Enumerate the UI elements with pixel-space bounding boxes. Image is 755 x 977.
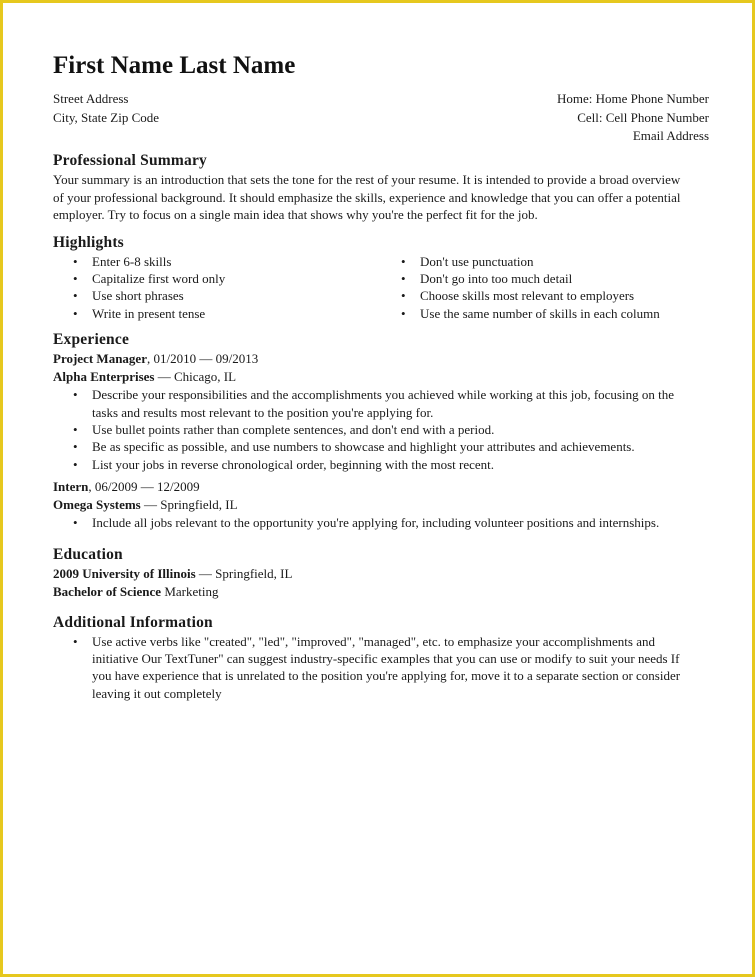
summary-line: of your professional background. It should emphasize the skills, experience and knowledge that you can offer a potential	[53, 189, 681, 205]
bullet-icon: •	[401, 270, 406, 286]
address-block	[53, 90, 159, 127]
summary-text	[53, 171, 709, 224]
candidate-name: First Name Last Name	[53, 52, 296, 79]
bullet-icon: •	[73, 633, 78, 649]
job-bullets	[53, 386, 709, 473]
list-item: • Choose skills most relevant to employers	[401, 288, 635, 304]
bullet-icon: •	[73, 253, 78, 269]
list-item: • Use the same number of skills in each column	[401, 305, 660, 321]
bullet-icon: •	[401, 253, 406, 269]
job-title-line	[53, 478, 709, 496]
highlights-right-column	[381, 253, 709, 323]
additional-heading: Additional Information	[53, 613, 213, 631]
education-heading: Education	[53, 545, 123, 563]
job-entry	[53, 478, 709, 531]
bullet-icon: •	[401, 288, 406, 304]
degree-name: Bachelor of Science	[53, 583, 162, 599]
job-title-line	[53, 350, 709, 368]
resume-content	[53, 50, 709, 702]
list-item: • Use bullet points rather than complete sentences, and don't end with a period.	[73, 421, 495, 437]
bullet-icon: •	[73, 421, 78, 437]
experience-heading: Experience	[53, 331, 130, 349]
additional-bullets	[53, 633, 709, 703]
list-item: • Capitalize first word only	[73, 270, 226, 286]
job-dates: , 06/2009 — 12/2009	[88, 479, 200, 495]
additional-section	[53, 613, 709, 703]
bullet-icon: •	[73, 515, 78, 531]
school-name: 2009 University of Illinois	[53, 565, 196, 581]
list-item: • Use short phrases	[73, 288, 184, 304]
summary-line: Your summary is an introduction that sets the tone for the rest of your resume. It is intended to provide a broad overview	[53, 172, 681, 187]
job-dates: , 01/2010 — 09/2013	[146, 351, 259, 367]
list-item: • Enter 6-8 skills	[73, 253, 172, 269]
school-location: — Springfield, IL	[195, 565, 293, 581]
list-item: • Use active verbs like "created", "led", "improved", "managed", etc. to emphasize your accomplishments and initiative Our TextTuner" can suggest industry-specific examples that you can use or modify to suit your needs If you have experience that is unrelated to the position you're applying for, move it to a separate section or consider leaving it out completely	[73, 633, 681, 701]
education-section	[53, 545, 709, 601]
list-item: • List your jobs in reverse chronological order, beginning with the most recent.	[73, 456, 495, 472]
bullet-icon: •	[73, 305, 78, 321]
bullet-icon: •	[73, 439, 78, 455]
degree-major: Marketing	[161, 583, 219, 599]
highlights-heading: Highlights	[53, 233, 124, 251]
bullet-icon: •	[73, 288, 78, 304]
list-item: • Be as specific as possible, and use numbers to showcase and highlight your attributes and achievements.	[73, 439, 635, 455]
highlights-grid	[53, 253, 709, 323]
company-location: — Chicago, IL	[154, 369, 237, 385]
job-title: Project Manager	[53, 351, 147, 367]
bullet-icon: •	[401, 305, 406, 321]
company-line	[53, 496, 709, 514]
summary-heading: Professional Summary	[53, 152, 207, 169]
company-name: Alpha Enterprises	[53, 369, 155, 385]
list-item: • Don't use punctuation	[401, 253, 534, 269]
cell-phone: Cell: Cell Phone Number	[577, 109, 709, 125]
email-address: Email Address	[632, 128, 709, 143]
bullet-icon: •	[73, 270, 78, 286]
street-address: Street Address	[53, 91, 129, 106]
degree-line	[53, 583, 709, 601]
job-bullets	[53, 514, 709, 531]
bullet-icon: •	[73, 387, 78, 403]
company-location: — Springfield, IL	[140, 497, 238, 513]
list-item: • Write in present tense	[73, 305, 206, 321]
contact-block	[53, 90, 709, 148]
highlights-left-column	[53, 253, 381, 323]
phone-email-block	[557, 90, 709, 146]
city-state-zip: City, State Zip Code	[53, 109, 160, 125]
job-entry	[53, 350, 709, 473]
company-line	[53, 368, 709, 386]
summary-line: employer. Try to focus on a single main idea that shows why you're the perfect fit for the job.	[53, 207, 538, 222]
bullet-icon: •	[73, 456, 78, 472]
list-item: • Include all jobs relevant to the opportunity you're applying for, including volunteer positions and internships.	[73, 515, 660, 531]
school-line	[53, 565, 709, 583]
list-item: • Describe your responsibilities and the accomplishments you achieved while working at this job, focusing on the tasks and results most relevant to the position you're applying for.	[73, 387, 674, 420]
home-phone: Home: Home Phone Number	[556, 91, 709, 106]
highlights-section	[53, 233, 709, 323]
company-name: Omega Systems	[53, 497, 141, 513]
job-title: Intern	[53, 479, 89, 495]
summary-section	[53, 151, 709, 224]
experience-section	[53, 330, 709, 531]
list-item: • Don't go into too much detail	[401, 270, 573, 286]
